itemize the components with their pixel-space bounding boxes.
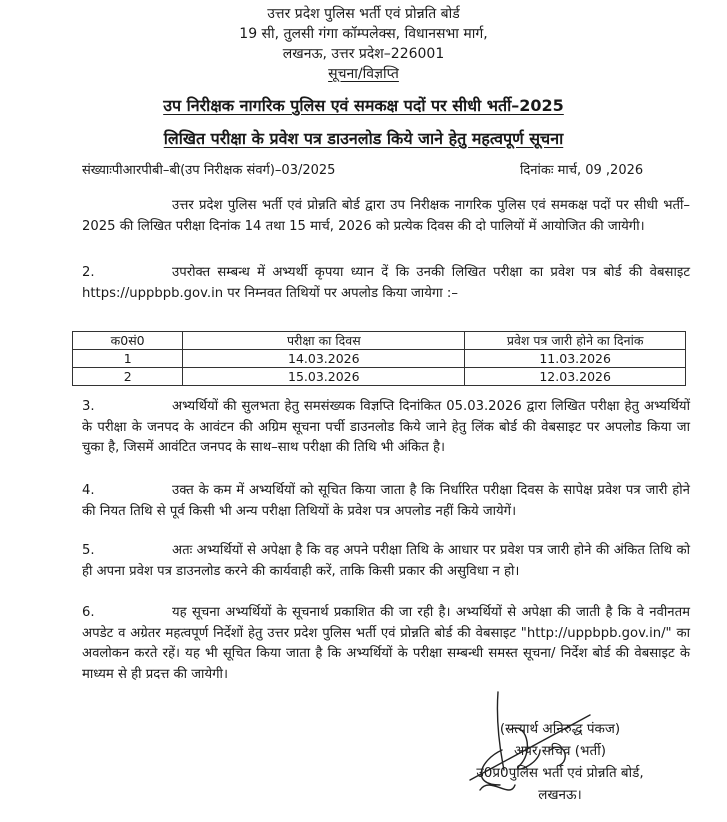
paragraph-2 [82,263,690,304]
paragraph-text: उपरोक्त सम्बन्ध में अभ्यर्थी कृपया ध्यान दें कि उनकी लिखित परीक्षा का प्रवेश पत्र बोर्ड की वेबसाइट https://uppbpb.gov.in पर निम्नवत तिथियों पर अपलोड किया जायेगा :– [82,265,690,301]
signatory-city: लखनऊ। [538,787,582,803]
cell-serial: 1 [73,350,183,368]
paragraph-number: 3. [82,399,95,414]
schedule-table [72,331,686,386]
table-header-row [73,332,686,350]
signatory-designation: अपर सचिव (भर्ती) [513,743,606,759]
paragraph-6 [82,603,690,685]
org-name: उत्तर प्रदेश पुलिस भर्ती एवं प्रोन्नति बोर्ड [267,6,460,22]
signatory-organization: उ0प्र0पुलिस भर्ती एवं प्रोन्नति बोर्ड, [476,765,644,781]
column-header-admit-card-date: प्रवेश पत्र जारी होने का दिनांक [465,332,686,350]
paragraph-number: 4. [82,483,95,498]
paragraph-5 [82,541,690,582]
paragraph-text: उक्त के कम में अभ्यर्थियों को सूचित किया जाता है कि निर्धारित परीक्षा दिवस के सापेक्ष प्रवेश पत्र जारी होने की नियत तिथि से पूर्व किसी भी अन्य परीक्षा तिथियों के प्रवेश पत्र अपलोड नहीं किये जायेगें। [82,483,690,519]
paragraph-1 [82,196,690,237]
table-row [73,350,686,368]
paragraph-text: उत्तर प्रदेश पुलिस भर्ती एवं प्रोन्नति बोर्ड द्वारा उप निरीक्षक नागरिक पुलिस एवं समकक्ष पदों पर सीधी भर्ती–2025 की लिखित परीक्षा दिनांक 14 तथा 15 मार्च, 2026 को प्रत्येक दिवस की दो पालियों में आयोजित की जायेगी। [82,198,690,234]
paragraph-3 [82,397,690,459]
notice-type: सूचना/विज्ञप्ति [328,66,399,82]
reference-date: दिनांकः मार्च, 09 ,2026 [520,163,644,178]
signatory-name: (सत्यार्थ अनिरुद्ध पंकज) [499,721,621,737]
paragraph-4 [82,481,690,522]
reference-number: संख्याःपीआरपीबी–बी(उप निरीक्षक संवर्ग)–03/2025 [82,163,336,178]
table-row [73,368,686,386]
subject-title: लिखित परीक्षा के प्रवेश पत्र डाउनलोड किये जाने हेतु महत्वपूर्ण सूचना [163,129,564,148]
paragraph-text: अभ्यर्थियों की सुलभता हेतु समसंख्यक विज्ञप्ति दिनांकित 05.03.2026 द्वारा लिखित परीक्षा हेतु अभ्यर्थियों के परीक्षा के जनपद के आवंटन की अग्रिम सूचना पर्ची डाउनलोड किये जाने हेतु लिंक बोर्ड की वेबसाइट पर अपलोड किया जा चुका है, जिसमें आवंटित जनपद के साथ–साथ परीक्षा की तिथि भी अंकित है। [82,399,690,455]
paragraph-text: यह सूचना अभ्यर्थियों के सूचनार्थ प्रकाशित की जा रही है। अभ्यर्थियों से अपेक्षा की जाती है कि वे नवीनतम अपडेट व अग्रेतर महत्वपूर्ण निर्देशों हेतु उत्तर प्रदेश पुलिस भर्ती एवं प्रोन्नति बोर्ड की वेबसाइट "http://uppbpb.gov.in/" का अवलोकन करते रहें। यह भी सूचित किया जाता है कि अभ्यर्थियों के परीक्षा सम्बन्धी समस्त सूचना/ निर्देश बोर्ड की वेबसाइट के माध्यम से ही प्रदत्त की जायेगी। [82,605,690,682]
recruitment-title: उप निरीक्षक नागरिक पुलिस एवं समकक्ष पदों पर सीधी भर्ती–2025 [163,96,564,115]
cell-serial: 2 [73,368,183,386]
cell-exam-day: 14.03.2026 [183,350,465,368]
paragraph-number: 5. [82,543,95,558]
address-line-2: लखनऊ, उत्तर प्रदेश–226001 [282,46,445,62]
address-line-1: 19 सी, तुलसी गंगा कॉम्पलेक्स, विधानसभा मार्ग, [239,26,488,42]
paragraph-number: 6. [82,605,95,620]
paragraph-text: अतः अभ्यर्थियों से अपेक्षा है कि वह अपने परीक्षा तिथि के आधार पर प्रवेश पत्र जारी होने की अंकित तिथि को ही अपना प्रवेश पत्र डाउनलोड करने की कार्यवाही करें, ताकि किसी प्रकार की असुविधा न हो। [82,543,690,579]
column-header-exam-day: परीक्षा का दिवस [183,332,465,350]
cell-admit-card-date: 11.03.2026 [465,350,686,368]
cell-exam-day: 15.03.2026 [183,368,465,386]
cell-admit-card-date: 12.03.2026 [465,368,686,386]
paragraph-number: 2. [82,265,95,280]
column-header-serial: क0सं0 [73,332,183,350]
